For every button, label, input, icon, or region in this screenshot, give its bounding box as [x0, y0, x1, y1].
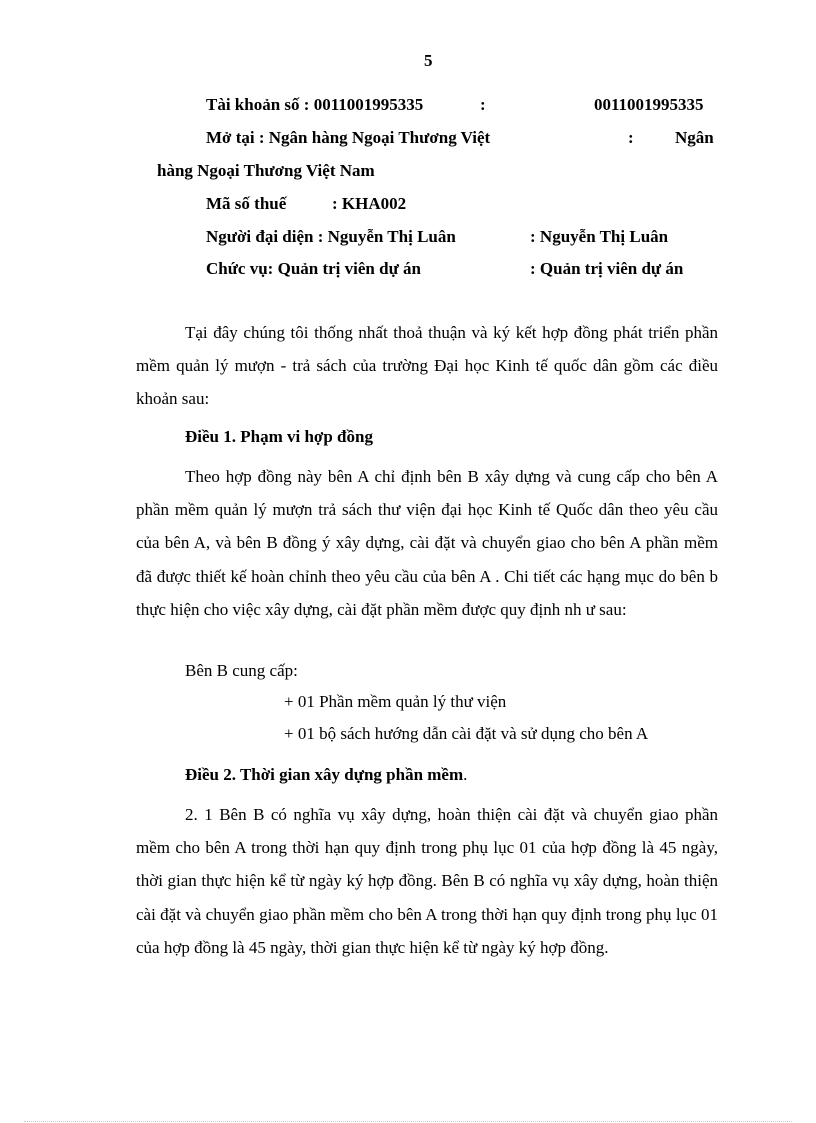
bank-opened-value-continued: hàng Ngoại Thương Việt Nam — [157, 161, 375, 180]
supply-label: Bên B cung cấp: — [185, 661, 298, 680]
bank-opened-value: Ngân — [675, 128, 714, 147]
list-item: + 01 bộ sách hướng dẫn cài đặt và sử dụng cho bên A — [284, 724, 649, 743]
article-2-heading-period: . — [463, 765, 468, 784]
account-number-label: Tài khoản số : 0011001995335 — [206, 95, 424, 114]
article-2-body: 2. 1 Bên B có nghĩa vụ xây dựng, hoàn thiện cài đặt và chuyển giao phần mềm cho bên A trong thời hạn quy định trong phụ lục 01 của hợp đồng là 45 ngày, thời gian thực hiện kể từ ngày ký hợp đồng. Bên B có nghĩa vụ xây dựng, hoàn thiện cài đặt và chuyển giao phần mềm cho bên A trong thời hạn quy định trong phụ lục 01 của hợp đồng là 45 ngày, thời gian thực hiện kể từ ngày ký hợp đồng. — [136, 805, 718, 957]
article-1-heading: Điều 1. Phạm vi hợp đồng — [185, 427, 373, 446]
tax-code-value: : KHA002 — [332, 194, 407, 213]
bank-opened-colon: : — [628, 128, 634, 147]
list-item: + 01 Phần mềm quản lý thư viện — [284, 692, 507, 711]
article-2-heading-line — [185, 764, 467, 786]
intro-paragraph: Tại đây chúng tôi thống nhất thoả thuận và ký kết hợp đồng phát triển phần mềm quản lý mượn - trả sách của trường Đại học Kinh tế quốc dân gồm các điều khoản sau: — [136, 323, 718, 409]
article-2-heading: Điều 2. Thời gian xây dựng phần mềm — [185, 765, 464, 784]
account-number-value: 0011001995335 — [594, 95, 704, 114]
account-number-colon: : — [480, 95, 486, 114]
representative-value: : Nguyễn Thị Luân — [530, 227, 669, 246]
page-bottom-divider — [24, 1121, 792, 1122]
article-1-body: Theo hợp đồng này bên A chỉ định bên B xây dựng và cung cấp cho bên A phần mềm quản lý mượn trả sách thư viện đại học Kinh tế Quốc dân theo yêu cầu của bên A, và bên B đồng ý xây dựng, cài đặt và chuyển giao cho bên A phần mềm đã được thiết kế hoàn chỉnh theo yêu cầu của bên A . Chi tiết các hạng mục do bên b thực hiện cho việc xây dựng, cài đặt phần mềm được quy định nh ư sau: — [136, 467, 718, 619]
position-label: Chức vụ: Quản trị viên dự án — [206, 259, 421, 278]
representative-label: Người đại diện : Nguyễn Thị Luân — [206, 227, 456, 246]
page-number: 5 — [424, 51, 433, 70]
bank-opened-label: Mở tại : Ngân hàng Ngoại Thương Việt — [206, 128, 491, 147]
position-value: : Quản trị viên dự án — [530, 259, 684, 278]
tax-code-label: Mã số thuế — [206, 194, 287, 213]
